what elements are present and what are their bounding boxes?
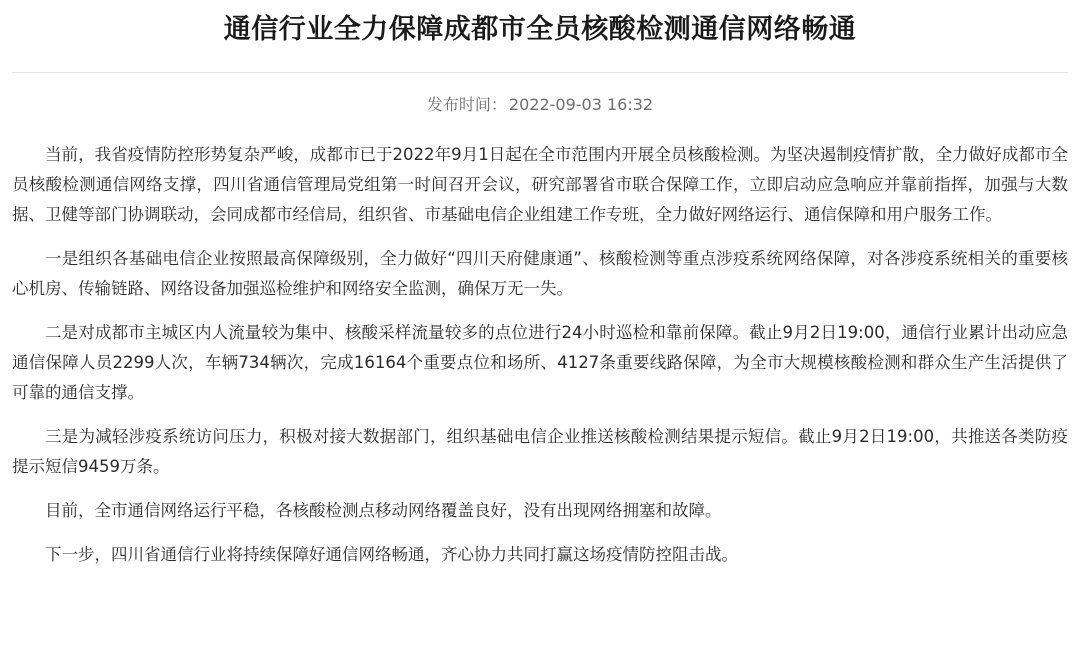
paragraph-intro: 当前，我省疫情防控形势复杂严峻，成都市已于2022年9月1日起在全市范围内开展全员核酸检测。为坚决遏制疫情扩散，全力做好成都市全员核酸检测通信网络支撑，四川省通信管理局党组第一时间召开会议，研究部署省市联合保障工作，立即启动应急响应并靠前指挥，加强与大数据、卫健等部门协调联动，会同成都市经信局，组织省、市基础电信企业组建工作专班，全力做好网络运行、通信保障和用户服务工作。 bbox=[12, 145, 1068, 224]
paragraph-next-step: 下一步，四川省通信行业将持续保障好通信网络畅通，齐心协力共同打赢这场疫情防控阻击战。 bbox=[45, 545, 738, 564]
article-title: 通信行业全力保障成都市全员核酸检测通信网络畅通 bbox=[223, 14, 857, 45]
paragraph-first-measure: 一是组织各基础电信企业按照最高保障级别，全力做好“四川天府健康通”、核酸检测等重点涉疫系统网络保障，对各涉疫系统相关的重要核心机房、传输链路、网络设备加强巡检维护和网络安全监测，确保万无一失。 bbox=[12, 249, 1068, 298]
title-divider bbox=[12, 72, 1068, 73]
paragraph-third-measure: 三是为减轻涉疫系统访问压力，积极对接大数据部门，组织基础电信企业推送核酸检测结果提示短信。截止9月2日19:00，共推送各类防疫提示短信9459万条。 bbox=[12, 427, 1068, 476]
paragraph-second-measure: 二是对成都市主城区内人流量较为集中、核酸采样流量较多的点位进行24小时巡检和靠前保障。截止9月2日19:00，通信行业累计出动应急通信保障人员2299人次，车辆734辆次，完成16164个重要点位和场所、4127条重要线路保障，为全市大规模核酸检测和群众生产生活提供了可靠的通信支撑。 bbox=[12, 323, 1068, 402]
publish-label: 发布时间： bbox=[426, 95, 507, 114]
paragraph-current-status: 目前，全市通信网络运行平稳，各核酸检测点移动网络覆盖良好，没有出现网络拥塞和故障。 bbox=[45, 501, 722, 520]
article-body bbox=[12, 140, 1068, 584]
publish-time: 2022-09-03 16:32 bbox=[508, 95, 654, 114]
publish-info bbox=[0, 90, 1080, 120]
